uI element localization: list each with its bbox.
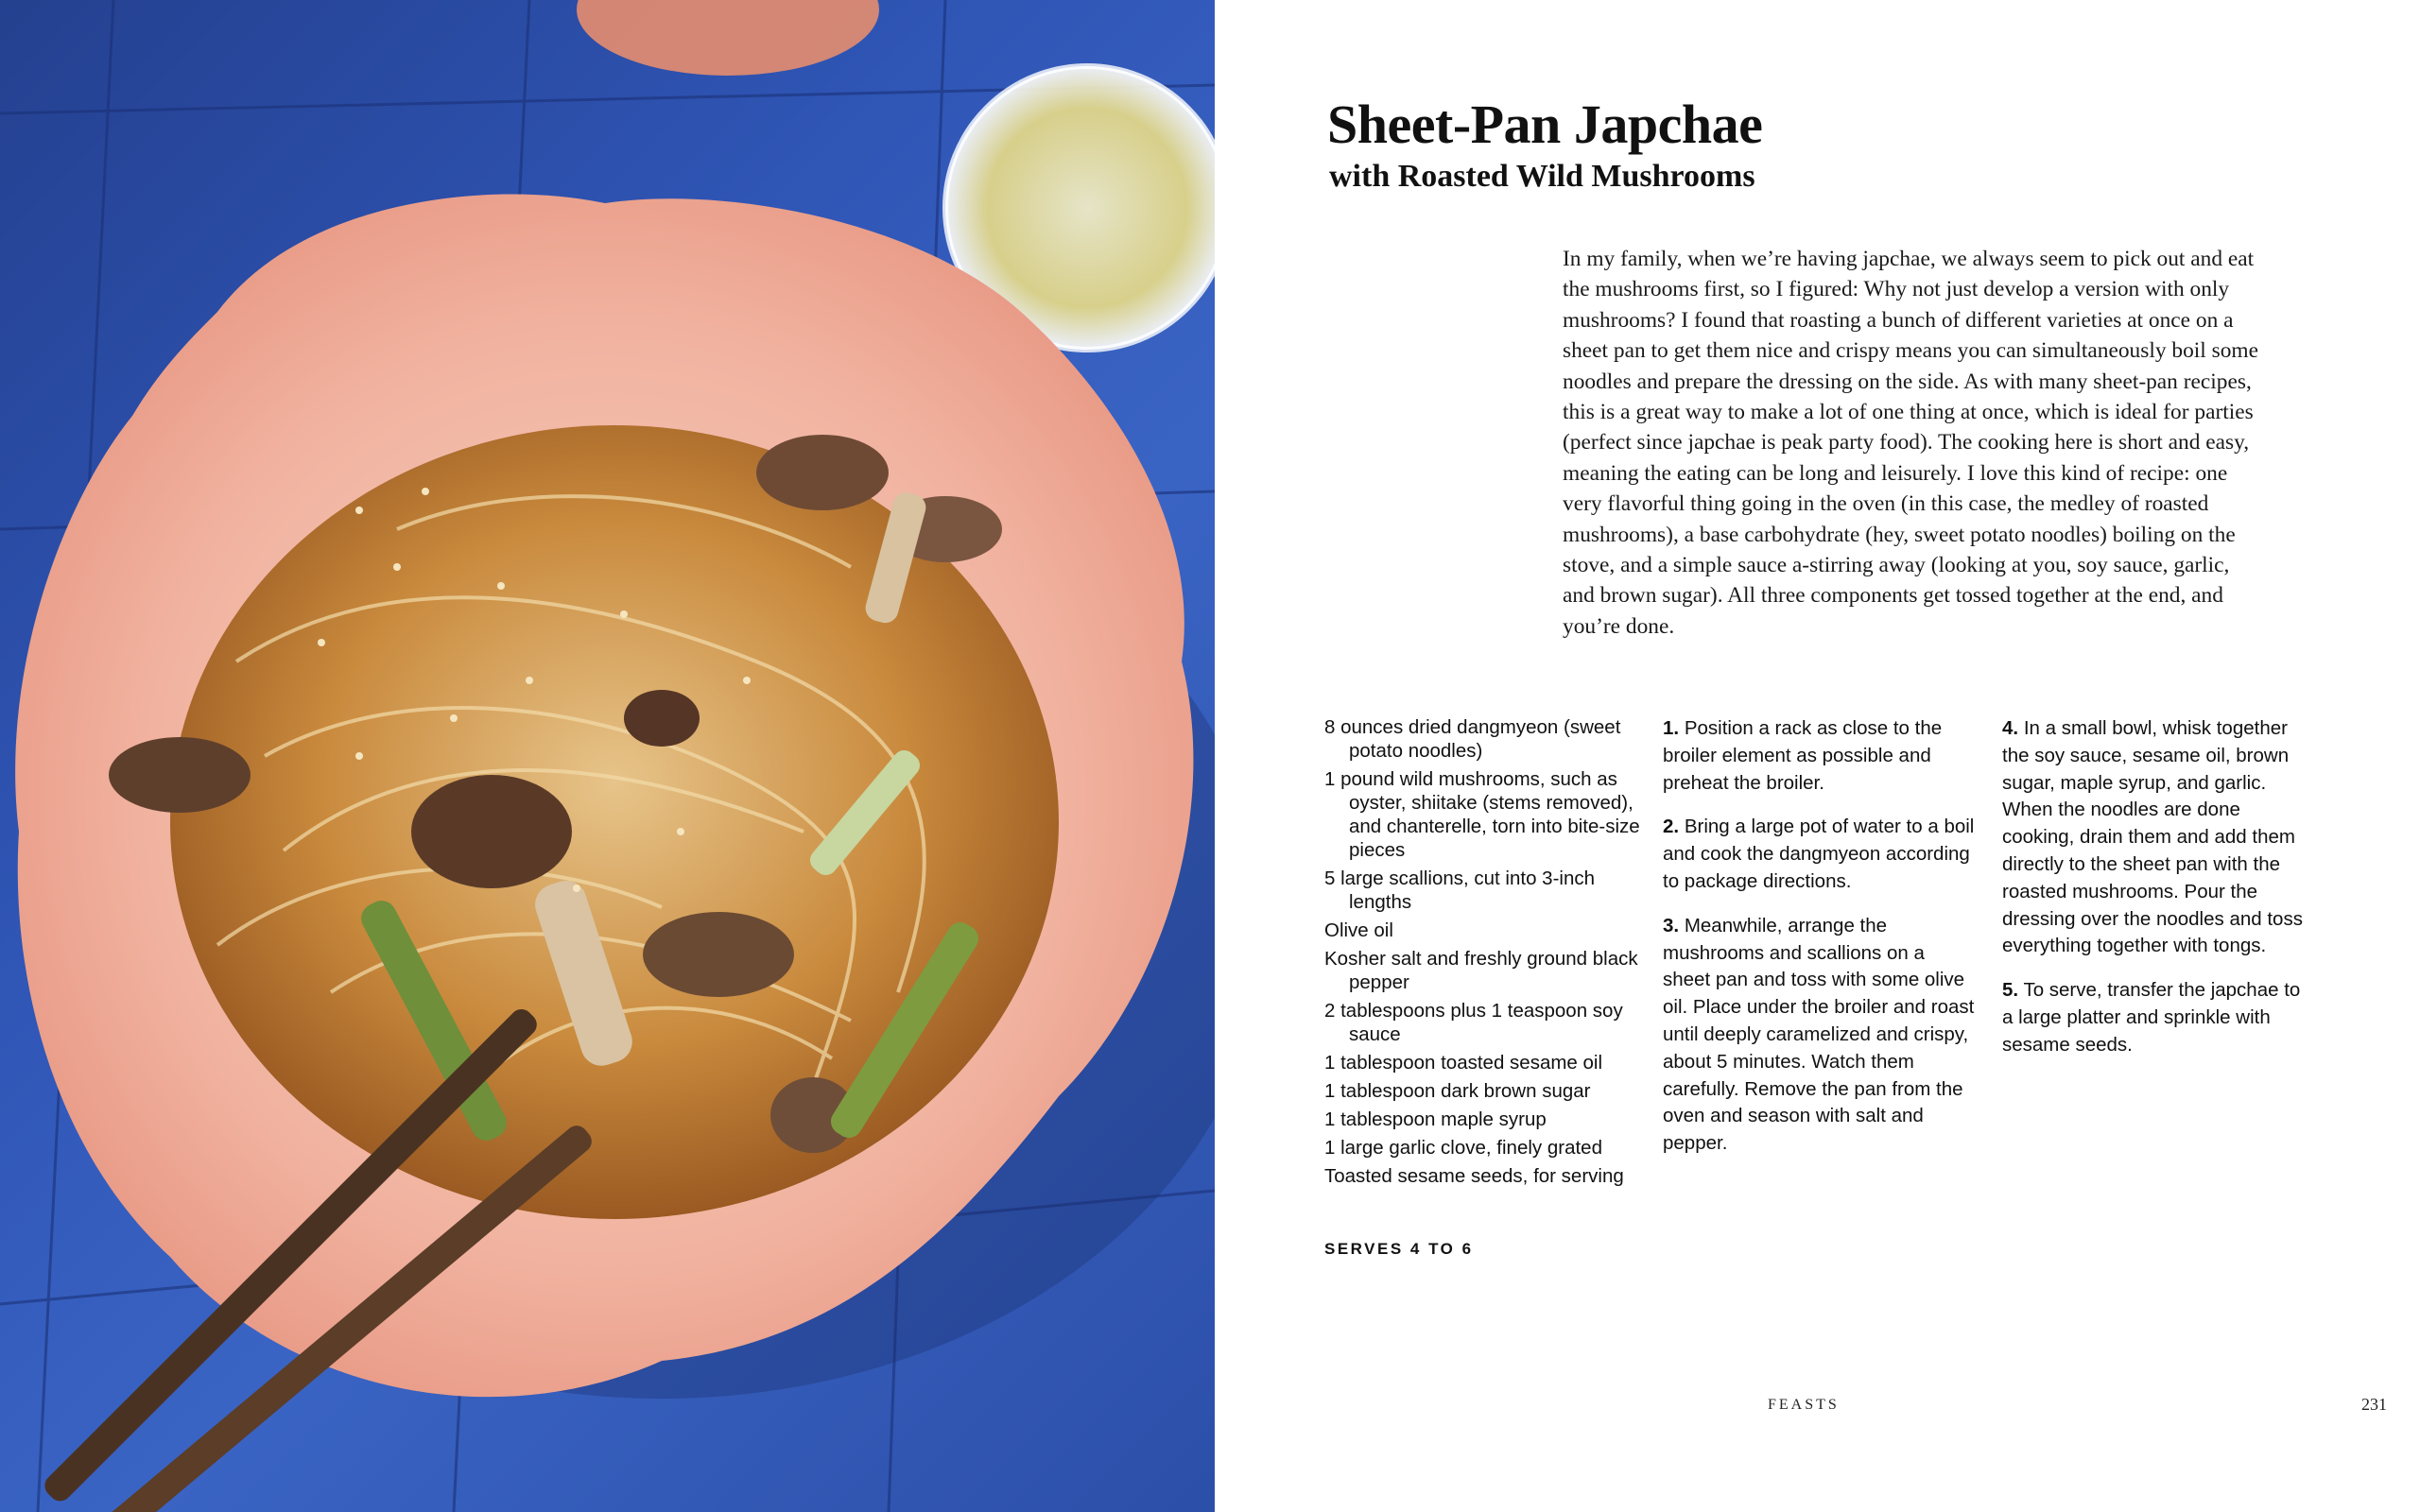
step-4 [2002,715,2314,960]
recipe-page [1215,0,2420,1512]
ingredient-item: 5 large scallions, cut into 3-inch lengths [1324,868,1596,913]
step-3 [1663,913,1975,1158]
ingredient-item: 8 ounces dried dangmyeon (sweet potato noodles) [1324,716,1621,762]
step-1 [1663,715,1975,797]
steps-column-1 [1663,715,1975,1175]
steps-column-2 [2002,715,2314,1076]
step-text: To serve, transfer the japchae to a large platter and sprinkle with sesame seeds. [2002,979,2301,1056]
step-number: 3. [1663,914,1680,936]
recipe-title: Sheet-Pan Japchae [1327,94,1763,155]
step-2 [1663,814,1975,895]
step-5 [2002,977,2314,1058]
ingredient-item: 1 tablespoon toasted sesame oil [1324,1052,1603,1074]
step-text: Bring a large pot of water to a boil and cook the dangmyeon according to package directions. [1663,816,1975,892]
ingredient-item: Toasted sesame seeds, for serving [1324,1165,1624,1187]
ingredient-item: 1 tablespoon maple syrup [1324,1108,1547,1130]
ingredient-item: 1 large garlic clove, finely grated [1324,1137,1602,1159]
step-text: In a small bowl, whisk together the soy sauce, sesame oil, brown sugar, maple syrup, and garlic. When the noodles are done cooking, drain them and add them directly to the sheet pan with the roasted mushrooms. Pour the dressing over the noodles and toss everything together with tongs. [2002,717,2303,957]
footer-section-label: FEASTS [1768,1397,1840,1413]
ingredients-list [1324,715,1646,1193]
rose-glass [577,0,879,76]
step-number: 1. [1663,717,1680,739]
serves-label: SERVES 4 TO 6 [1324,1240,1474,1258]
step-number: 4. [2002,717,2019,739]
step-text: Meanwhile, arrange the mushrooms and scallions on a sheet pan and toss with some olive oil. Place under the broiler and roast until deeply caramelized and crispy, about 5 minutes. Watch them carefully. Remove the pan from the oven and season with salt and pepper. [1663,914,1975,1155]
ingredient-item: Kosher salt and freshly ground black pepper [1324,948,1638,993]
step-number: 2. [1663,816,1680,838]
step-number: 5. [2002,979,2019,1002]
ingredient-item: Olive oil [1324,919,1393,941]
recipe-subtitle: with Roasted Wild Mushrooms [1329,159,1755,194]
recipe-intro: In my family, when we’re having japchae, we always seem to pick out and eat the mushrooms first, so I figured: Why not just develop a version with only mushrooms? I found that roasting a bunch of different varieties at once on a sheet pan to get them nice and crispy means you can simultaneously boil some noodles and prepare the dressing on the side. As with many sheet-pan recipes, this is a great way to make a lot of one thing at once, which is ideal for parties (perfect since japchae is peak party food). The cooking here is short and easy, meaning the eating can be long and leisurely. I love this kind of recipe: one very flavorful thing going in the oven (in this case, the medley of roasted mushrooms), a base carbohydrate (hey, sweet potato noodles) boiling on the stove, and a simple sauce a-stirring away (looking at you, soy sauce, garlic, and brown sugar). All three components get tossed together at the end, and you’re done. [1563,247,2258,639]
ingredient-item: 1 pound wild mushrooms, such as oyster, shiitake (stems removed), and chanterelle, torn into bite-size pieces [1324,768,1640,861]
step-text: Position a rack as close to the broiler element as possible and preheat the broiler. [1663,717,1943,794]
ingredient-item: 1 tablespoon dark brown sugar [1324,1080,1591,1102]
page-number: 231 [2361,1395,2387,1414]
ingredient-item: 2 tablespoons plus 1 teaspoon soy sauce [1324,1000,1623,1045]
